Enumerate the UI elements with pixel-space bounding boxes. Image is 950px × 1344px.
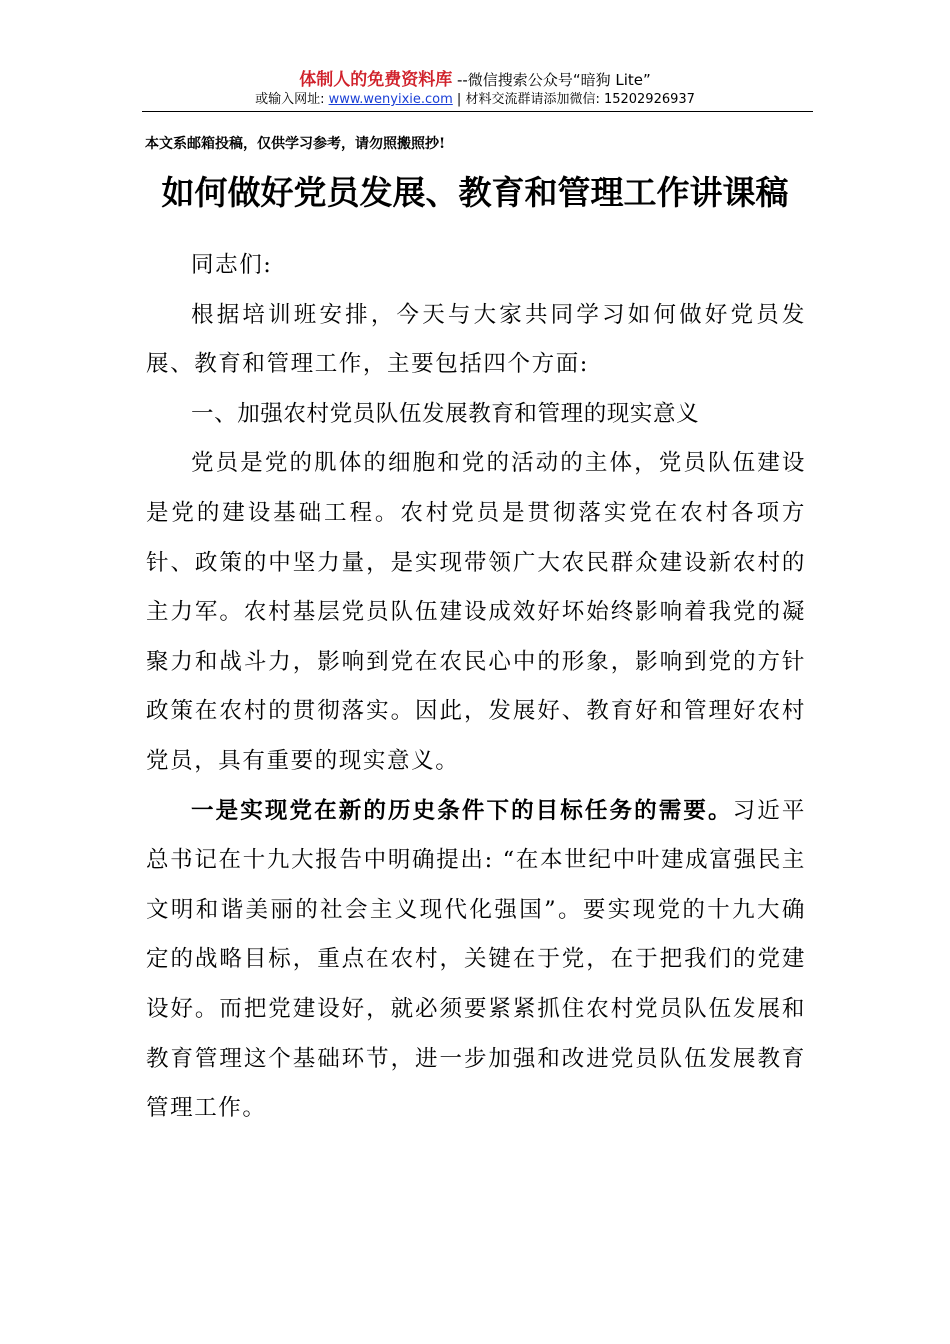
brand-name: 体制人的免费资料库 — [299, 70, 453, 90]
section-paragraph: 党员是党的肌体的细胞和党的活动的主体，党员队伍建设是党的建设基础工程。农村党员是贯彻落实党在农村各项方针、政策的中坚力量，是实现带领广大农民群众建设新农村的主力军。农村基层党员队伍建设成效好坏始终影响着我党的凝聚力和战斗力，影响到党在农民心中的形象，影响到党的方针政策在农村的贯彻落实。因此，发展好、教育好和管理好农村党员，具有重要的现实意义。 — [146, 450, 806, 774]
header-tagline: --微信搜索公众号“暗狗 Lite” — [452, 71, 651, 89]
submission-notice: 本文系邮箱投稿，仅供学习参考，请勿照搬照抄! — [145, 136, 446, 152]
section-heading: 一、加强农村党员队伍发展教育和管理的现实意义 — [191, 400, 700, 427]
header-contact-line — [0, 91, 950, 109]
salutation: 同志们: — [191, 252, 273, 278]
point-text: 习近平总书记在十九大报告中明确提出: “在本世纪中叶建成富强民主文明和谐美丽的社会主义现代化强国”。要实现党的十九大确定的战略目标，重点在农村，关键在于党，在于把我们的党建设好。而把党建设好，就必须要紧紧抓住农村党员队伍发展和教育管理这个基础环节，进一步加强和改进党员队伍发展教育管理工作。 — [146, 797, 806, 1122]
document-body — [146, 241, 806, 1134]
header-banner — [0, 70, 950, 90]
intro-paragraph: 根据培训班安排，今天与大家共同学习如何做好党员发展、教育和管理工作，主要包括四个方面: — [146, 301, 806, 378]
point-paragraph — [146, 787, 806, 1134]
header-divider — [142, 111, 813, 112]
url-prefix: 或输入网址: — [255, 92, 329, 107]
contact-info: | 材料交流群请添加微信: 15202926937 — [452, 92, 695, 107]
website-link[interactable]: www.wenyixie.com — [328, 92, 453, 107]
document-title: 如何做好党员发展、教育和管理工作讲课稿 — [161, 173, 789, 212]
point-lead: 一是实现党在新的历史条件下的目标任务的需要。 — [191, 797, 733, 824]
